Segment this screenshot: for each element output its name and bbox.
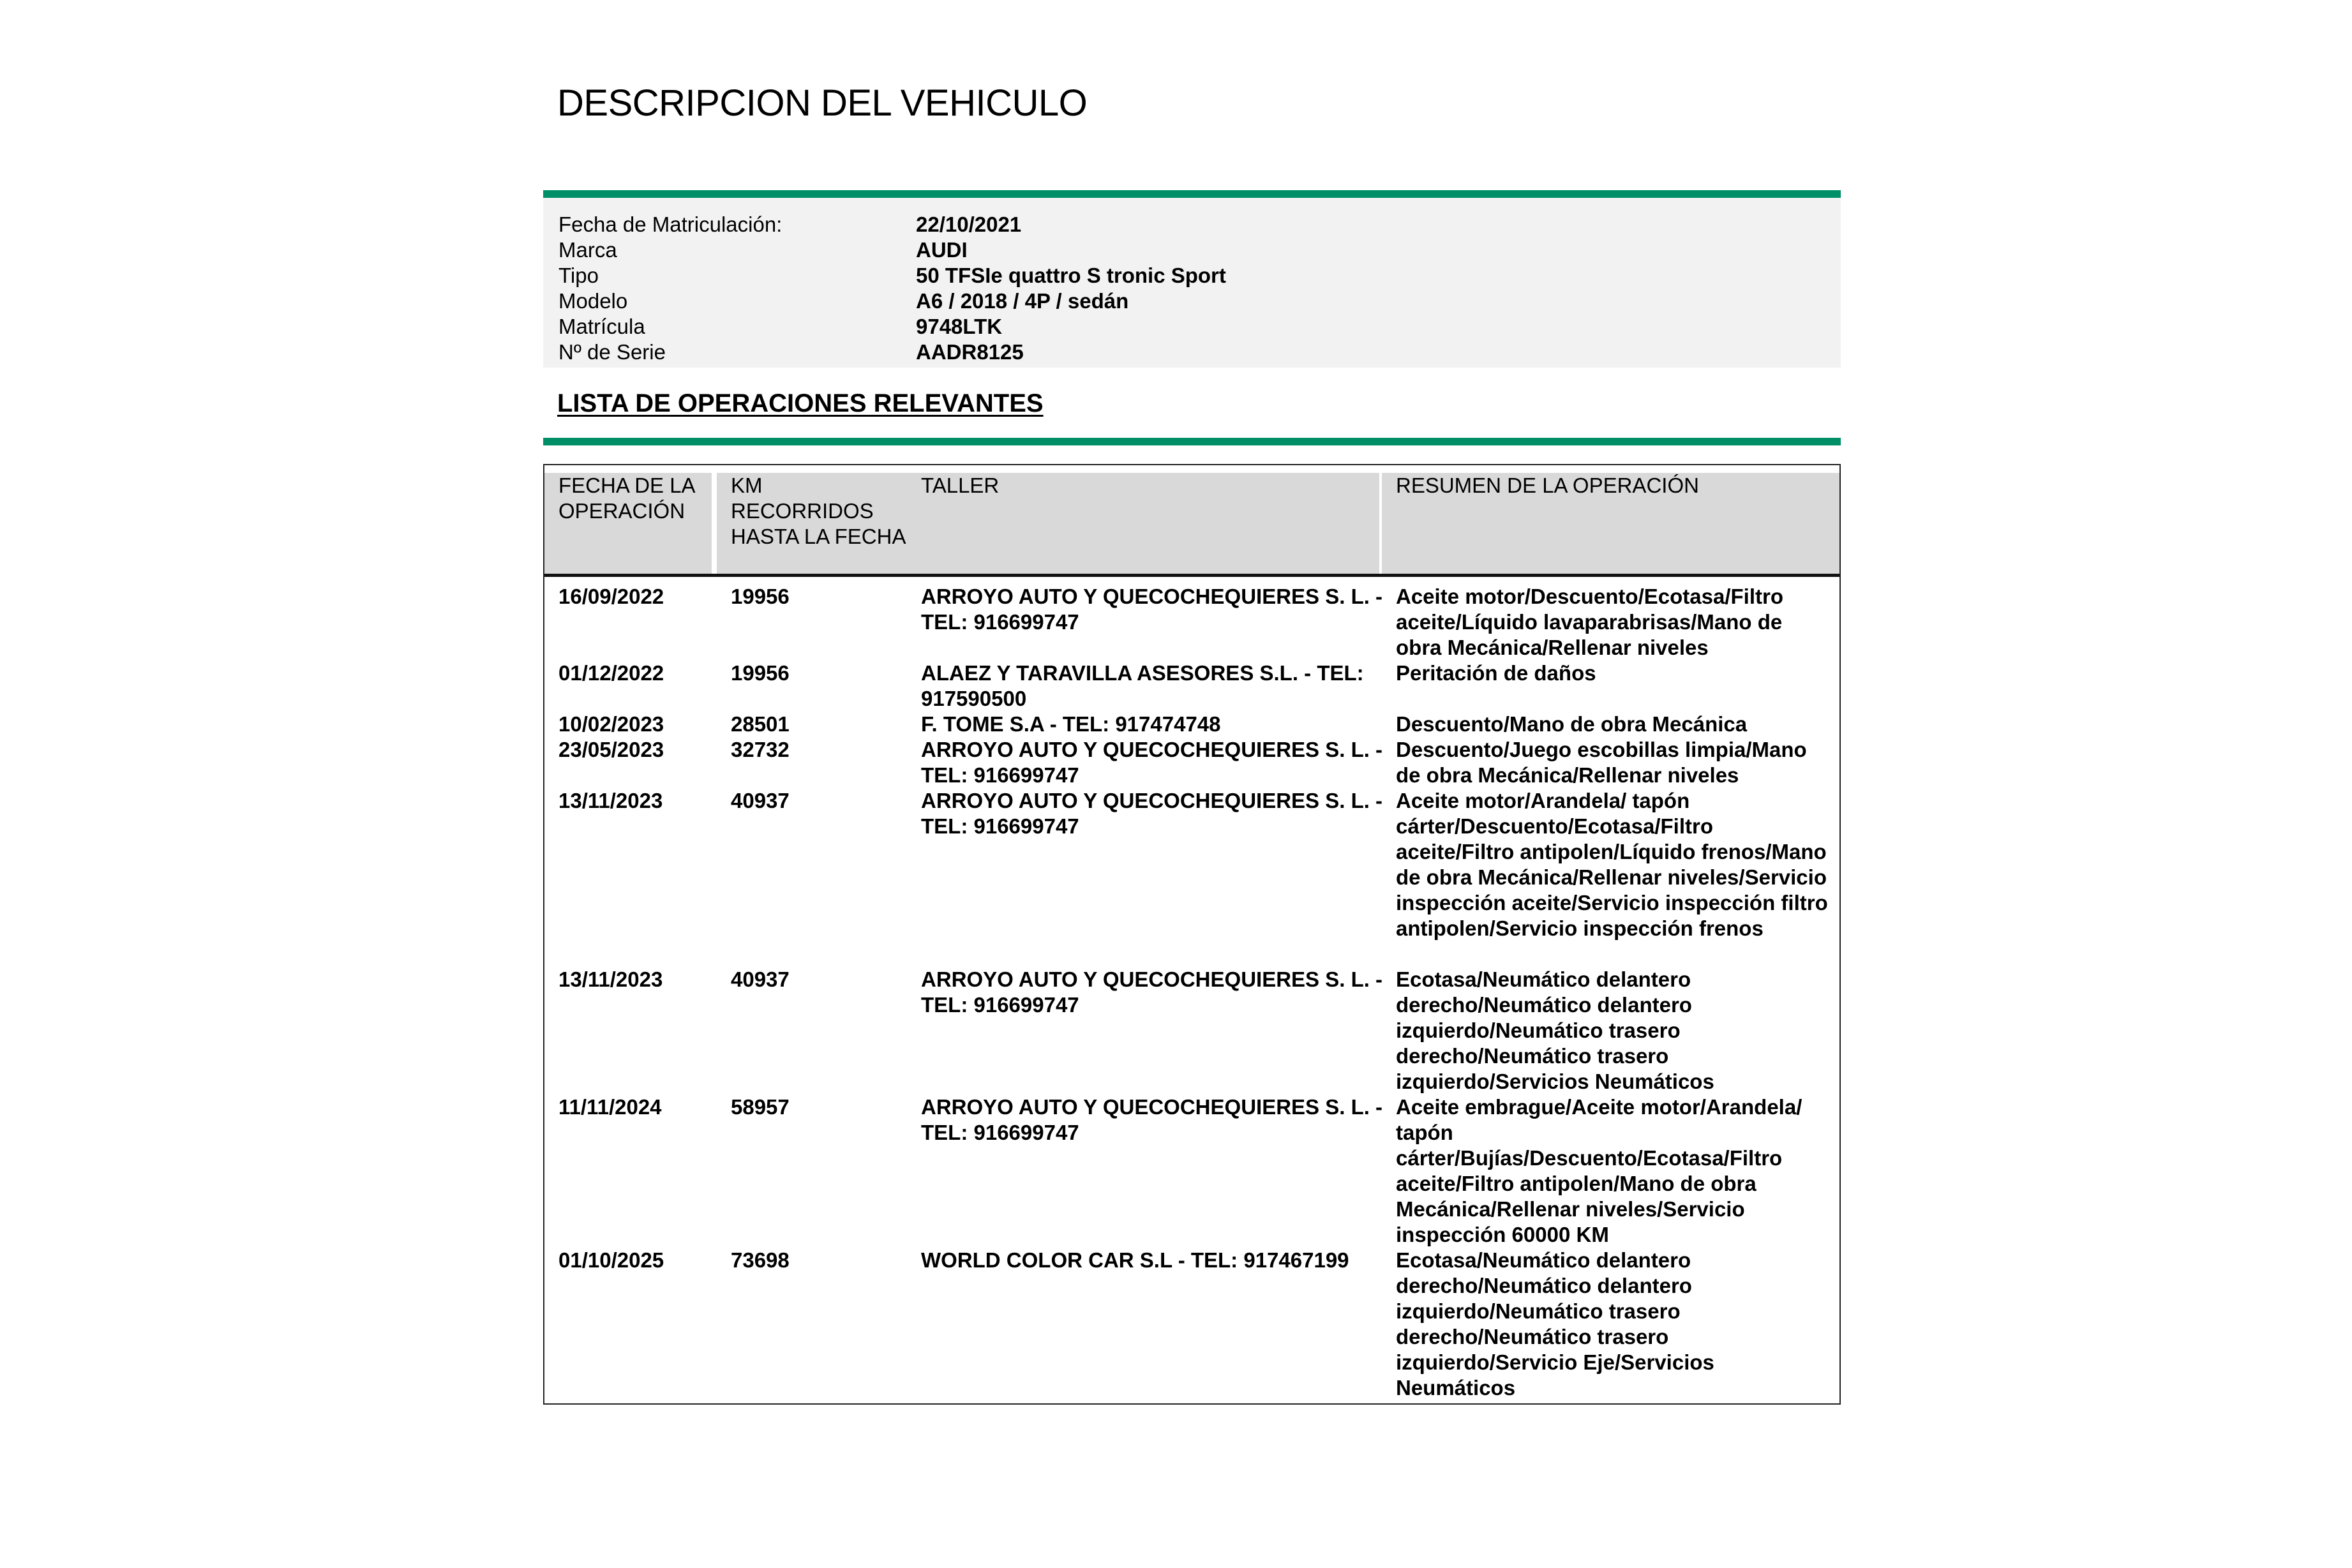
green-divider-section xyxy=(543,438,1841,445)
info-label: Modelo xyxy=(558,289,628,313)
cell-km: 19956 xyxy=(731,661,790,685)
cell-summary: Descuento/Juego escobillas limpia/Mano de obra Mecánica/Rellenar niveles xyxy=(1396,738,1807,787)
cell-date: 11/11/2024 xyxy=(558,1095,662,1119)
cell-workshop: ARROYO AUTO Y QUECOCHEQUIERES S. L. - TEL: 916699747 xyxy=(921,738,1383,787)
cell-workshop: WORLD COLOR CAR S.L - TEL: 917467199 xyxy=(921,1248,1349,1272)
header-summary: RESUMEN DE LA OPERACIÓN xyxy=(1382,473,1839,574)
cell-km: 58957 xyxy=(731,1095,790,1119)
info-label: Fecha de Matriculación: xyxy=(558,213,783,236)
cell-date: 13/11/2023 xyxy=(558,789,663,812)
table-row xyxy=(544,584,1839,661)
table-row xyxy=(544,737,1839,788)
cell-date: 01/12/2022 xyxy=(558,661,664,685)
cell-date: 23/05/2023 xyxy=(558,738,664,761)
info-value: AUDI xyxy=(916,238,968,262)
cell-workshop: ARROYO AUTO Y QUECOCHEQUIERES S. L. - TEL: 916699747 xyxy=(921,1095,1383,1144)
table-row xyxy=(544,712,1839,737)
section-title: LISTA DE OPERACIONES RELEVANTES xyxy=(557,389,1044,417)
cell-summary: Aceite motor/Arandela/ tapón cárter/Descuento/Ecotasa/Filtro aceite/Filtro antipolen/Líquido frenos/Mano de obra Mecánica/Rellenar niveles/Servicio inspección aceite/Servicio inspección filtro antipolen/Servicio inspección frenos xyxy=(1396,789,1828,940)
cell-km: 73698 xyxy=(731,1248,790,1272)
page-title: DESCRIPCION DEL VEHICULO xyxy=(557,82,1088,124)
cell-summary: Aceite motor/Descuento/Ecotasa/Filtro aceite/Líquido lavaparabrisas/Mano de obra Mecánica/Rellenar niveles xyxy=(1396,585,1783,659)
info-value: 50 TFSIe quattro S tronic Sport xyxy=(916,264,1226,287)
cell-workshop: ARROYO AUTO Y QUECOCHEQUIERES S. L. - TEL: 916699747 xyxy=(921,585,1383,634)
cell-km: 32732 xyxy=(731,738,790,761)
cell-summary: Peritación de daños xyxy=(1396,661,1596,685)
cell-date: 01/10/2025 xyxy=(558,1248,664,1272)
cell-summary: Ecotasa/Neumático delantero derecho/Neumático delantero izquierdo/Neumático trasero derecho/Neumático trasero izquierdo/Servicio Eje/Servicios Neumáticos xyxy=(1396,1248,1714,1400)
cell-km: 28501 xyxy=(731,712,790,736)
header-workshop: TALLER xyxy=(907,473,1379,574)
header-km: KM RECORRIDOS HASTA LA FECHA xyxy=(717,473,907,574)
cell-workshop: ARROYO AUTO Y QUECOCHEQUIERES S. L. - TEL: 916699747 xyxy=(921,789,1383,838)
cell-km: 19956 xyxy=(731,585,790,608)
cell-workshop: ALAEZ Y TARAVILLA ASESORES S.L. - TEL: 917590500 xyxy=(921,661,1364,710)
header-date: FECHA DE LA OPERACIÓN xyxy=(544,473,712,574)
table-body xyxy=(544,584,1839,1401)
table-row xyxy=(544,967,1839,1094)
cell-km: 40937 xyxy=(731,789,790,812)
info-label: Matrícula xyxy=(558,315,645,338)
cell-summary: Ecotasa/Neumático delantero derecho/Neumático delantero izquierdo/Neumático trasero derecho/Neumático trasero izquierdo/Servicios Neumáticos xyxy=(1396,967,1714,1093)
cell-date: 10/02/2023 xyxy=(558,712,664,736)
info-label: Marca xyxy=(558,238,617,262)
info-value: 9748LTK xyxy=(916,315,1003,338)
table-row xyxy=(544,1094,1839,1248)
info-label: Tipo xyxy=(558,264,599,287)
cell-km: 40937 xyxy=(731,967,790,991)
cell-workshop: F. TOME S.A - TEL: 917474748 xyxy=(921,712,1221,736)
cell-summary: Descuento/Mano de obra Mecánica xyxy=(1396,712,1748,736)
table-row xyxy=(544,1248,1839,1401)
operations-table xyxy=(543,464,1841,1405)
cell-date: 13/11/2023 xyxy=(558,967,663,991)
info-value: A6 / 2018 / 4P / sedán xyxy=(916,289,1129,313)
cell-summary: Aceite embrague/Aceite motor/Arandela/ tapón cárter/Bujías/Descuento/Ecotasa/Filtro aceite/Filtro antipolen/Mano de obra Mecánica/Rellenar niveles/Servicio inspección 60000 KM xyxy=(1396,1095,1802,1246)
table-row xyxy=(544,788,1839,967)
cell-workshop: ARROYO AUTO Y QUECOCHEQUIERES S. L. - TEL: 916699747 xyxy=(921,967,1383,1017)
table-header xyxy=(544,473,1839,574)
cell-date: 16/09/2022 xyxy=(558,585,664,608)
table-row xyxy=(544,661,1839,712)
info-value: AADR8125 xyxy=(916,340,1024,364)
vehicle-info-block xyxy=(543,198,1841,368)
info-value: 22/10/2021 xyxy=(916,213,1022,236)
info-label: Nº de Serie xyxy=(558,340,666,364)
header-rule xyxy=(544,574,1839,577)
green-divider-top xyxy=(543,190,1841,198)
